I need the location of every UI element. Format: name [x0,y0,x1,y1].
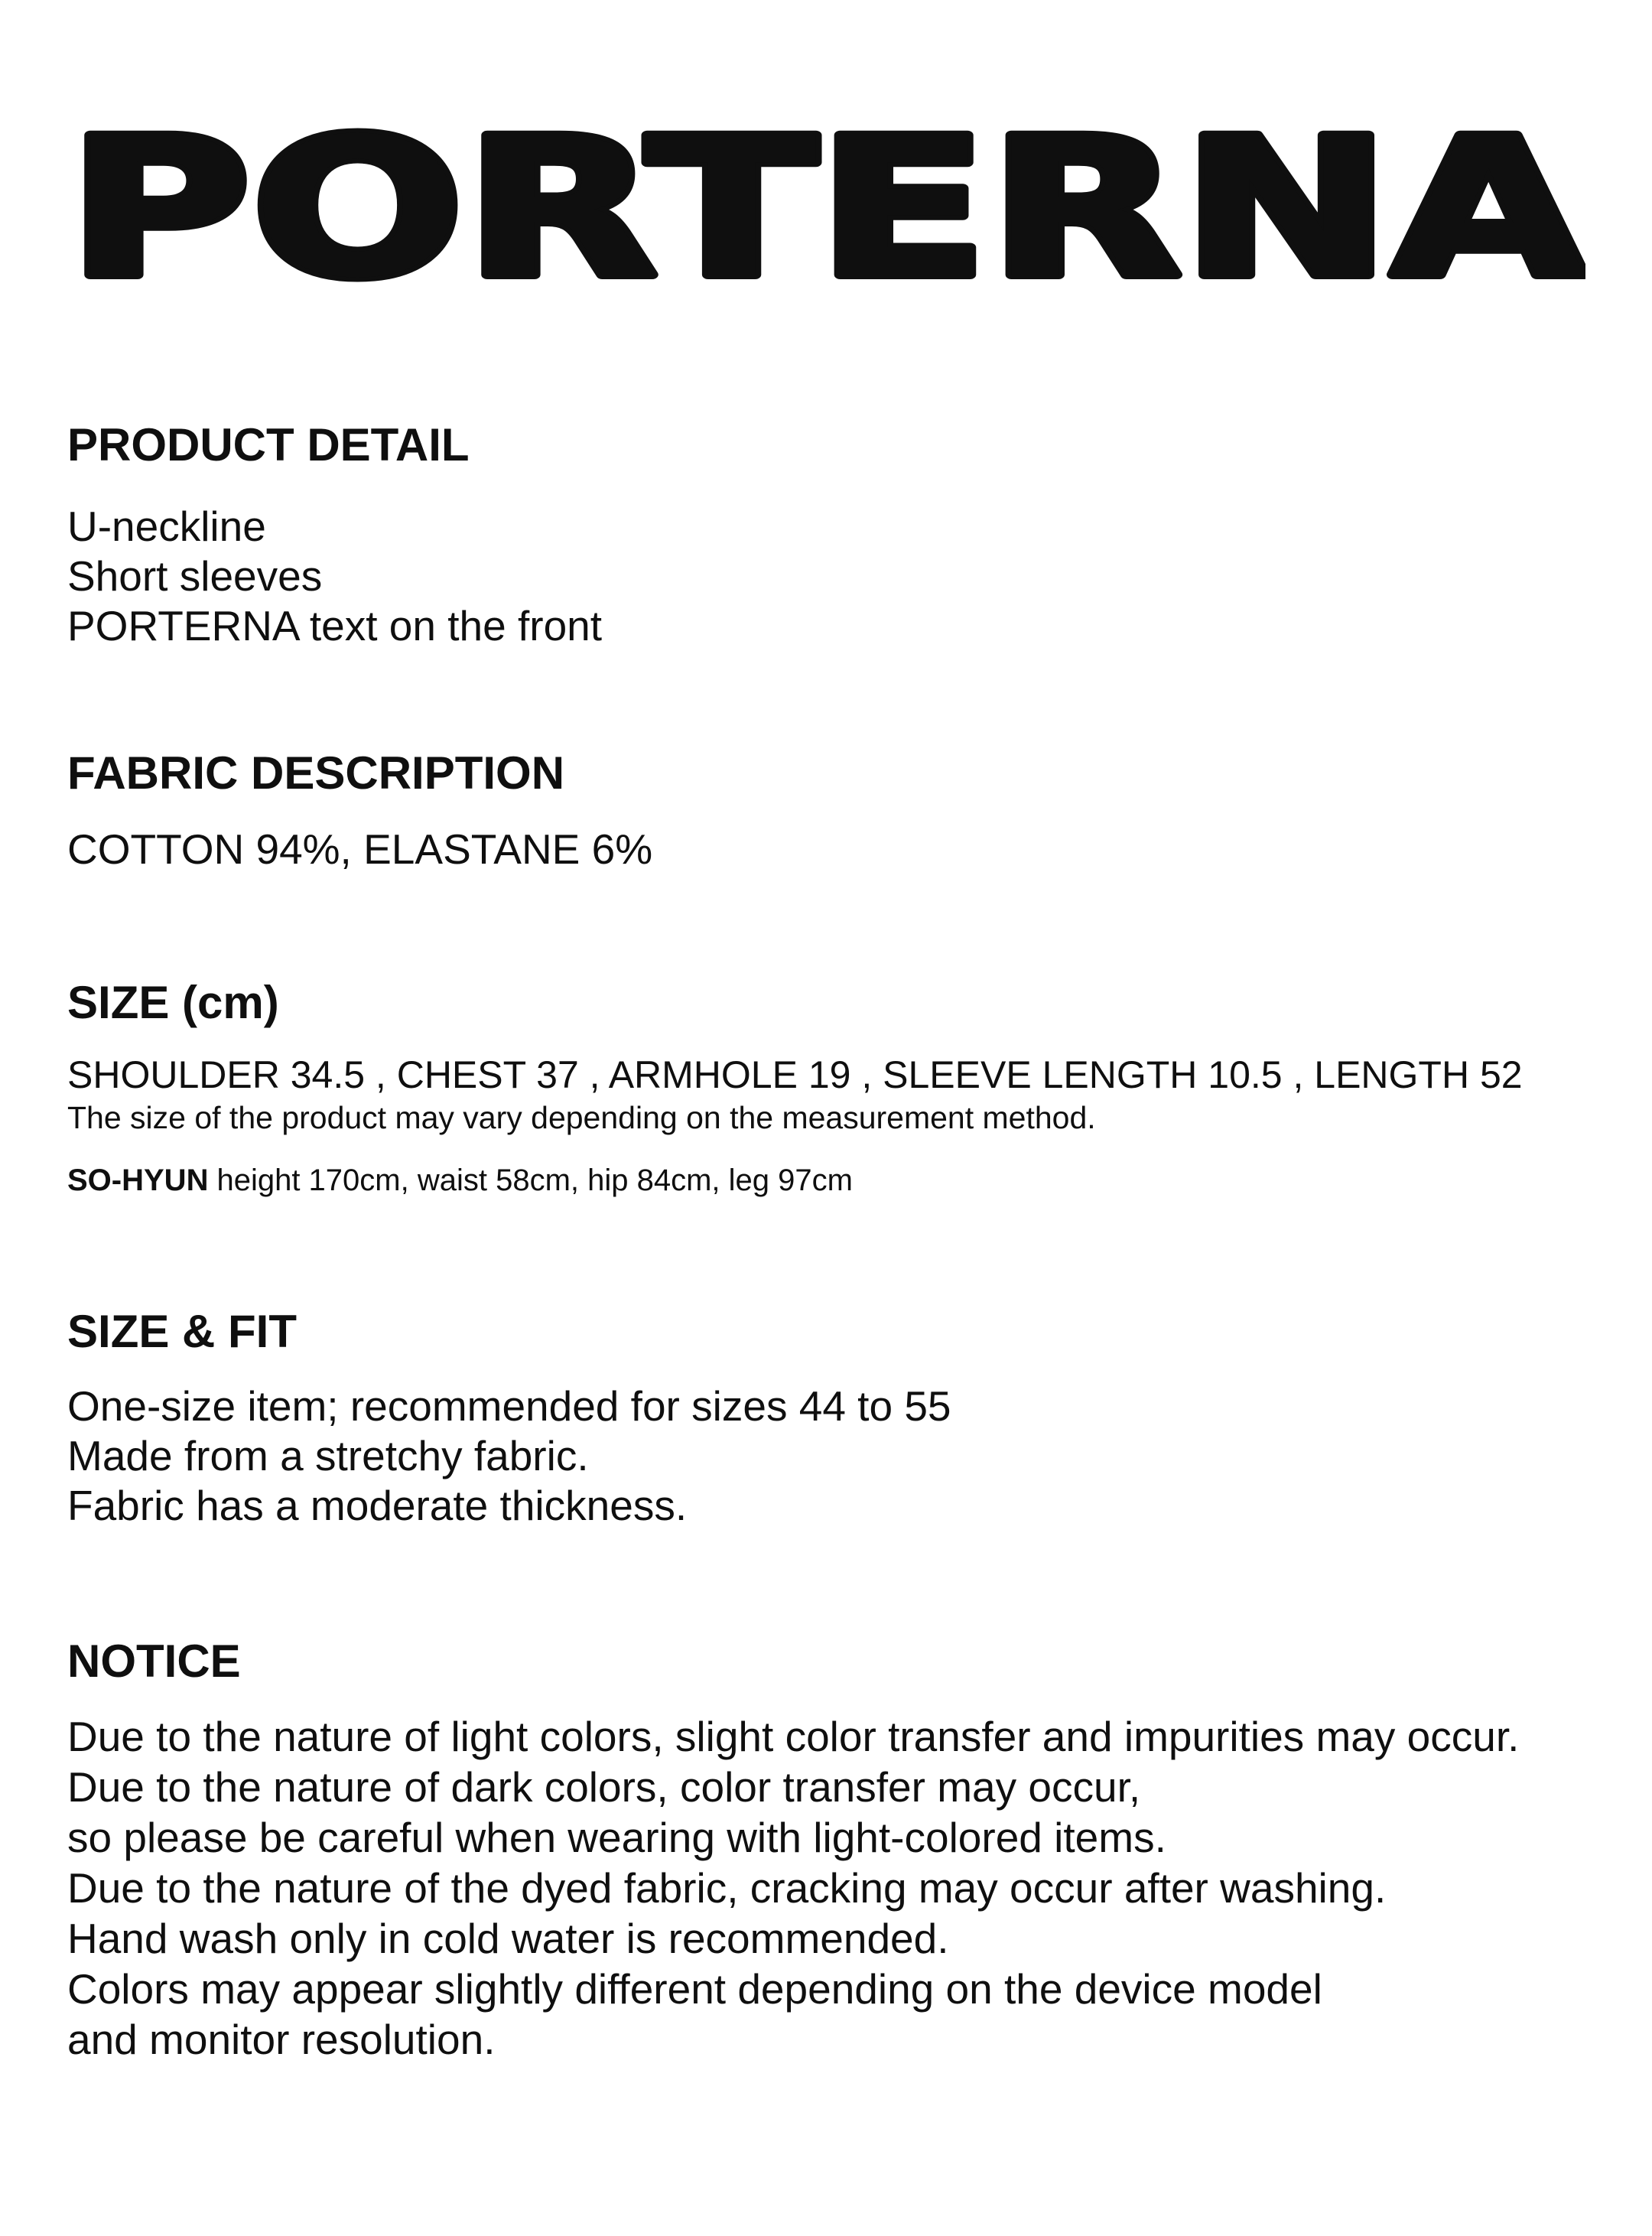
notice-line: Hand wash only in cold water is recommended. [67,1915,949,1962]
notice-lines [67,1711,1652,2065]
model-name: SO-HYUN [67,1164,209,1197]
product-detail-line: U-neckline [67,503,266,550]
brand-logo-text: PORTERNA [67,110,1585,309]
size-fit-heading: SIZE & FIT [67,1306,297,1357]
notice-line: so please be careful when wearing with light-colored items. [67,1814,1166,1861]
product-detail-lines [67,502,1652,651]
size-measurements: SHOULDER 34.5 , CHEST 37 , ARMHOLE 19 , SLEEVE LENGTH 10.5 , LENGTH 52 [67,1053,1523,1096]
product-detail-line: PORTERNA text on the front [67,602,603,649]
product-detail-heading: PRODUCT DETAIL [67,419,470,470]
fabric-composition: COTTON 94%, ELASTANE 6% [67,825,653,873]
size-heading: SIZE (cm) [67,977,279,1028]
product-detail-line: Short sleeves [67,552,323,600]
notice-line: and monitor resolution. [67,2016,496,2063]
size-note: The size of the product may vary depending on the measurement method. [67,1100,1096,1135]
size-fit-lines [67,1382,1652,1531]
brand-logo-svg [67,110,1585,309]
fabric-description-heading: FABRIC DESCRIPTION [67,747,565,799]
brand-logo [67,0,1652,309]
notice-line: Due to the nature of the dyed fabric, cracking may occur after washing. [67,1864,1387,1912]
notice-heading: NOTICE [67,1636,241,1687]
notice-line: Due to the nature of light colors, slight color transfer and impurities may occur. [67,1713,1520,1760]
notice-line: Due to the nature of dark colors, color transfer may occur, [67,1763,1141,1811]
size-fit-line: One-size item; recommended for sizes 44 to 55 [67,1382,951,1430]
notice-line: Colors may appear slightly different depending on the device model [67,1965,1322,2013]
size-fit-line: Fabric has a moderate thickness. [67,1482,688,1529]
size-fit-line: Made from a stretchy fabric. [67,1432,589,1479]
model-stats: height 170cm, waist 58cm, hip 84cm, leg 97cm [216,1164,853,1197]
model-info [67,1163,1652,1198]
